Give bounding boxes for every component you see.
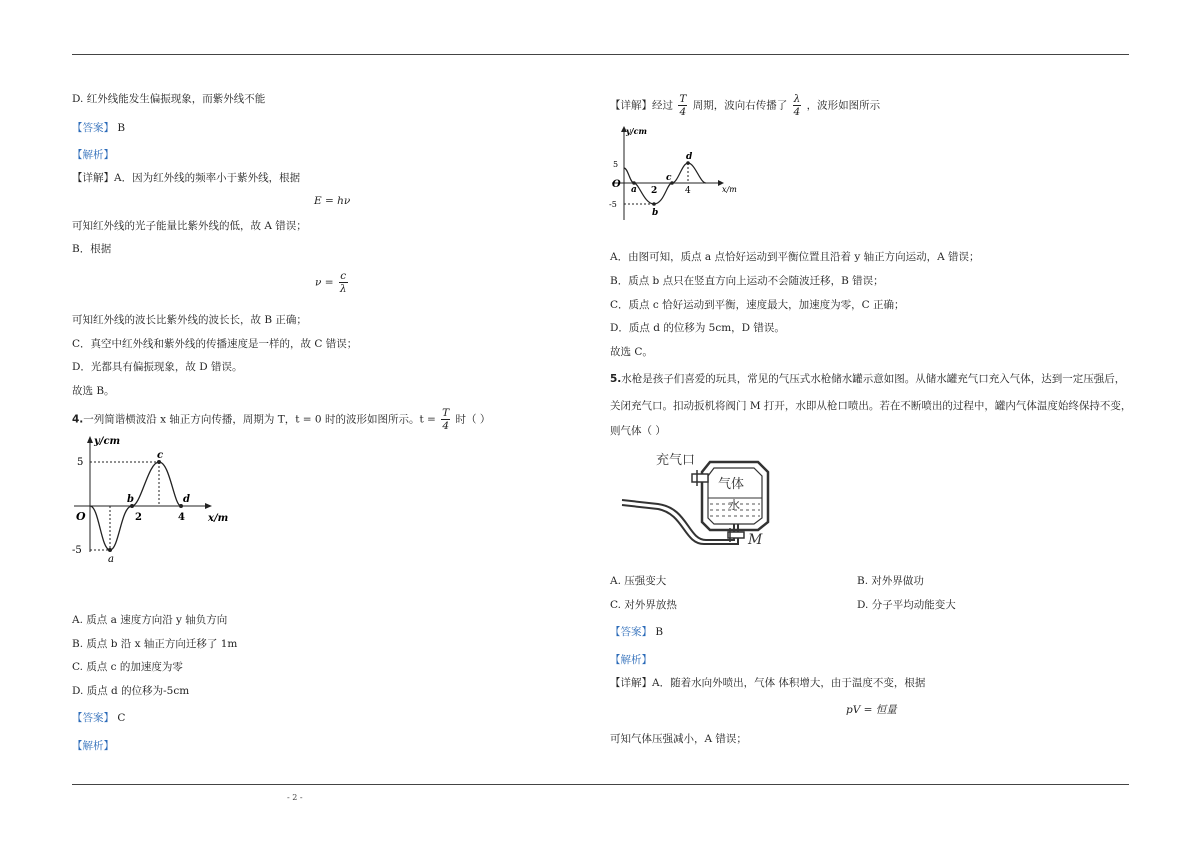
question-5-line1: 5.水枪是孩子们喜爱的玩具，常见的气压式水枪储水罐示意如图。从储水罐充气口充入气体，达到一定压强后， (610, 373, 1126, 385)
bottom-rule (72, 784, 1129, 785)
detail-3-c: C．真空中红外线和紫外线的传播速度是一样的，故 C 错误； (72, 338, 358, 350)
detail-tag: 【详解】 (72, 172, 114, 184)
q4-option-d: D. 质点 d 的位移为-5cm (72, 685, 190, 697)
water-label: 水 (728, 498, 741, 512)
inlet-label: 充气口 (656, 453, 696, 468)
detail-tag: 【详解】 (610, 99, 652, 112)
fraction: $\frac{T}{4}$ (442, 407, 450, 432)
point-a-label: a (631, 185, 637, 195)
point-d-label: d (686, 152, 693, 162)
x-axis-label: x/m (208, 513, 229, 524)
detail-5-a2: 可知气体压强减小，A 错误； (610, 733, 747, 745)
answer-3 (72, 120, 125, 135)
answer-tag: 【答案】 (610, 626, 652, 638)
detail-3-d: D．光都具有偏振现象，故 D 错误。 (72, 361, 243, 373)
detail-tag: 【详解】 (610, 677, 652, 689)
tick-5: 5 (613, 160, 619, 169)
fraction: $\frac{\lambda}{4}$ (793, 93, 801, 118)
top-rule (72, 54, 1129, 55)
q5-option-b: B. 对外界做功 (857, 575, 924, 587)
answer-value: B (117, 122, 126, 134)
x-axis-label: x/m (722, 185, 737, 194)
equation-pv-const: pV = 恒量 (846, 704, 897, 716)
tick-x2: 2 (135, 512, 142, 523)
analysis-tag-3: 【解析】 (72, 149, 114, 161)
q4-option-b: B. 质点 b 沿 x 轴正方向迁移了 1m (72, 638, 238, 650)
tick-x2: 2 (651, 186, 658, 196)
page-number: - 2 - (287, 793, 303, 802)
q4-option-c: C. 质点 c 的加速度为零 (72, 661, 183, 673)
detail-3-b2: 可知红外线的波长比紫外线的波长长，故 B 正确； (72, 314, 307, 326)
detail-3-a2: 可知红外线的光子能量比紫外线的低，故 A 错误； (72, 220, 307, 232)
question-5-line3: 则气体（ ） (610, 425, 666, 437)
detail-4-d: D．质点 d 的位移为 5cm，D 错误。 (610, 322, 785, 334)
water-tank-figure (618, 448, 778, 556)
question-number: 5. (610, 373, 622, 385)
wave-graph-t0 (70, 434, 230, 564)
question-4: 4.一列简谐横波沿 x 轴正方向传播，周期为 T，t = 0 时的波形如图所示。t = $\frac{T}{4}$ 时（ ） (72, 407, 491, 432)
y-axis-label: y/cm (94, 436, 121, 447)
point-c-label: c (666, 173, 672, 183)
fraction: $\frac{c}{\lambda}$ (339, 270, 347, 295)
answer-value: B (655, 626, 664, 638)
detail-3-b: B．根据 (72, 243, 112, 255)
wave-graph-t-quarter (608, 124, 748, 224)
origin-label: O (612, 179, 621, 190)
q5-option-d: D. 分子平均动能变大 (857, 599, 956, 611)
origin-label: O (76, 510, 86, 523)
fraction: $\frac{T}{4}$ (679, 93, 687, 118)
point-d-label: d (183, 494, 190, 505)
equation-nu-c-lambda: ν = $\frac{c}{\lambda}$ (315, 270, 347, 295)
detail-4-intro: 【详解】经过 $\frac{T}{4}$ 周期，波向右传播了 $\frac{\lambda}{4}$ ，波形如图所示 (610, 93, 881, 118)
answer-4 (72, 710, 125, 725)
equation-e-hv: E = hν (314, 195, 351, 207)
analysis-tag-4: 【解析】 (72, 740, 114, 752)
q5-option-c: C. 对外界放热 (610, 599, 677, 611)
tick-neg5: -5 (72, 545, 82, 556)
detail-4-a: A．由图可知，质点 a 点恰好运动到平衡位置且沿着 y 轴正方向运动，A 错误； (610, 251, 980, 263)
tick-neg5: -5 (609, 200, 617, 209)
tick-x4: 4 (178, 512, 185, 523)
detail-3-a: 【详解】A．因为红外线的频率小于紫外线，根据 (72, 172, 301, 184)
answer-value: C (117, 712, 126, 724)
point-c-label: c (157, 450, 164, 461)
tick-x4: 4 (685, 186, 691, 196)
gas-label: 气体 (718, 477, 745, 492)
point-b-label: b (652, 208, 659, 218)
answer-tag: 【答案】 (72, 122, 114, 134)
answer-tag: 【答案】 (72, 712, 114, 724)
q4-option-a: A. 质点 a 速度方向沿 y 轴负方向 (72, 614, 228, 626)
valve-label: M (748, 532, 763, 548)
detail-3-conclusion: 故选 B。 (72, 385, 115, 397)
point-b-label: b (127, 494, 134, 505)
question-5-line2: 关闭充气口。扣动扳机将阀门 M 打开，水即从枪口喷出。若在不断喷出的过程中，罐内气体温度始终保持不变， (610, 400, 1132, 412)
point-a-label: a (108, 554, 114, 564)
question-number: 4. (72, 413, 84, 426)
y-axis-label: y/cm (626, 126, 647, 136)
answer-5 (610, 624, 663, 639)
detail-4-b: B．质点 b 点只在竖直方向上运动不会随波迁移，B 错误； (610, 275, 884, 287)
analysis-tag-5: 【解析】 (610, 654, 652, 666)
option-d-previous: D. 红外线能发生偏振现象，而紫外线不能 (72, 93, 266, 105)
detail-4-c: C．质点 c 恰好运动到平衡，速度最大，加速度为零，C 正确； (610, 299, 905, 311)
tick-5: 5 (77, 457, 84, 468)
detail-5-a: 【详解】A．随着水向外喷出，气体 体积增大，由于温度不变，根据 (610, 677, 926, 689)
detail-4-conclusion: 故选 C。 (610, 346, 653, 358)
q5-option-a: A. 压强变大 (610, 575, 667, 587)
